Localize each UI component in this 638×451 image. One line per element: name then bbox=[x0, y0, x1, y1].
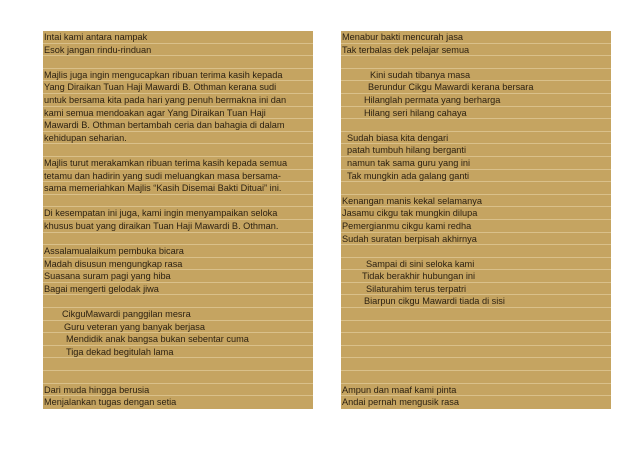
text-line: Majlis turut merakamkan ribuan terima kasih kepada semua bbox=[43, 157, 313, 170]
text-line: tetamu dan hadirin yang sudi meluangkan masa bersama- bbox=[43, 170, 313, 183]
text-line bbox=[43, 144, 313, 157]
text-line: Tak mungkin ada galang ganti bbox=[341, 170, 611, 183]
text-line: Sampai di sini seloka kami bbox=[341, 258, 611, 271]
text-line bbox=[341, 333, 611, 346]
text-line: Kini sudah tibanya masa bbox=[341, 69, 611, 82]
text-line bbox=[341, 321, 611, 334]
text-line: kami semua mendoakan agar Yang Diraikan Tuan Haji bbox=[43, 107, 313, 120]
text-line: Ampun dan maaf kami pinta bbox=[341, 384, 611, 397]
text-line: Silaturahim terus terpatri bbox=[341, 283, 611, 296]
text-line: Berundur Cikgu Mawardi kerana bersara bbox=[341, 81, 611, 94]
text-line bbox=[43, 358, 313, 371]
text-line: khusus buat yang diraikan Tuan Haji Mawardi B. Othman. bbox=[43, 220, 313, 233]
text-line: Majlis juga ingin mengucapkan ribuan terima kasih kepada bbox=[43, 69, 313, 82]
text-line bbox=[43, 233, 313, 246]
text-line: Sudah suratan berpisah akhirnya bbox=[341, 233, 611, 246]
text-line: kehidupan seharian. bbox=[43, 132, 313, 145]
text-line: Andai pernah mengusik rasa bbox=[342, 397, 459, 408]
text-line: Suasana suram pagi yang hiba bbox=[43, 270, 313, 283]
text-line: untuk bersama kita pada hari yang penuh bermakna ini dan bbox=[43, 94, 313, 107]
text-line bbox=[43, 195, 313, 208]
text-line bbox=[341, 56, 611, 69]
text-line: sama memeriahkan Majlis “Kasih Disemai Bakti Dituai” ini. bbox=[43, 182, 313, 195]
text-line: Guru veteran yang banyak berjasa bbox=[43, 321, 313, 334]
text-line: Mendidik anak bangsa bukan sebentar cuma bbox=[43, 333, 313, 346]
text-line: Tiga dekad begitulah lama bbox=[43, 346, 313, 359]
text-line: Mawardi B. Othman bertambah ceria dan bahagia di dalam bbox=[43, 119, 313, 132]
text-line: Pemergianmu cikgu kami redha bbox=[341, 220, 611, 233]
text-line: Yang Diraikan Tuan Haji Mawardi B. Othman kerana sudi bbox=[43, 81, 313, 94]
text-line: Jasamu cikgu tak mungkin dilupa bbox=[341, 207, 611, 220]
text-line bbox=[43, 295, 313, 308]
text-line: Hilang seri hilang cahaya bbox=[341, 107, 611, 120]
text-line bbox=[341, 119, 611, 132]
text-line: Biarpun cikgu Mawardi tiada di sisi bbox=[341, 295, 611, 308]
text-line: Menjalankan tugas dengan setia bbox=[44, 397, 177, 408]
text-line: Di kesempatan ini juga, kami ingin menyampaikan seloka bbox=[43, 207, 313, 220]
text-line bbox=[341, 308, 611, 321]
text-line: Tidak berakhir hubungan ini bbox=[341, 270, 611, 283]
text-line bbox=[341, 182, 611, 195]
text-line: Sudah biasa kita dengari bbox=[341, 132, 611, 145]
text-line: Hilanglah permata yang berharga bbox=[341, 94, 611, 107]
left-text-column bbox=[43, 31, 313, 409]
text-line: patah tumbuh hilang berganti bbox=[341, 144, 611, 157]
text-line bbox=[341, 358, 611, 371]
text-line: namun tak sama guru yang ini bbox=[341, 157, 611, 170]
text-line: Kenangan manis kekal selamanya bbox=[341, 195, 611, 208]
text-line: Bagai mengerti gelodak jiwa bbox=[43, 283, 313, 296]
text-line: Assalamualaikum pembuka bicara bbox=[43, 245, 313, 258]
text-line bbox=[43, 56, 313, 69]
text-line bbox=[341, 245, 611, 258]
right-text-column bbox=[341, 31, 611, 409]
text-line: Dari muda hingga berusia bbox=[43, 384, 313, 397]
text-line bbox=[341, 346, 611, 359]
text-line bbox=[43, 371, 313, 384]
text-line: Menabur bakti mencurah jasa bbox=[341, 31, 611, 44]
text-line: Tak terbalas dek pelajar semua bbox=[341, 44, 611, 57]
text-line: CikguMawardi panggilan mesra bbox=[43, 308, 313, 321]
text-line: Esok jangan rindu-rinduan bbox=[43, 44, 313, 57]
text-line bbox=[341, 371, 611, 384]
text-line: Madah disusun mengungkap rasa bbox=[43, 258, 313, 271]
text-line: Intai kami antara nampak bbox=[43, 31, 313, 44]
